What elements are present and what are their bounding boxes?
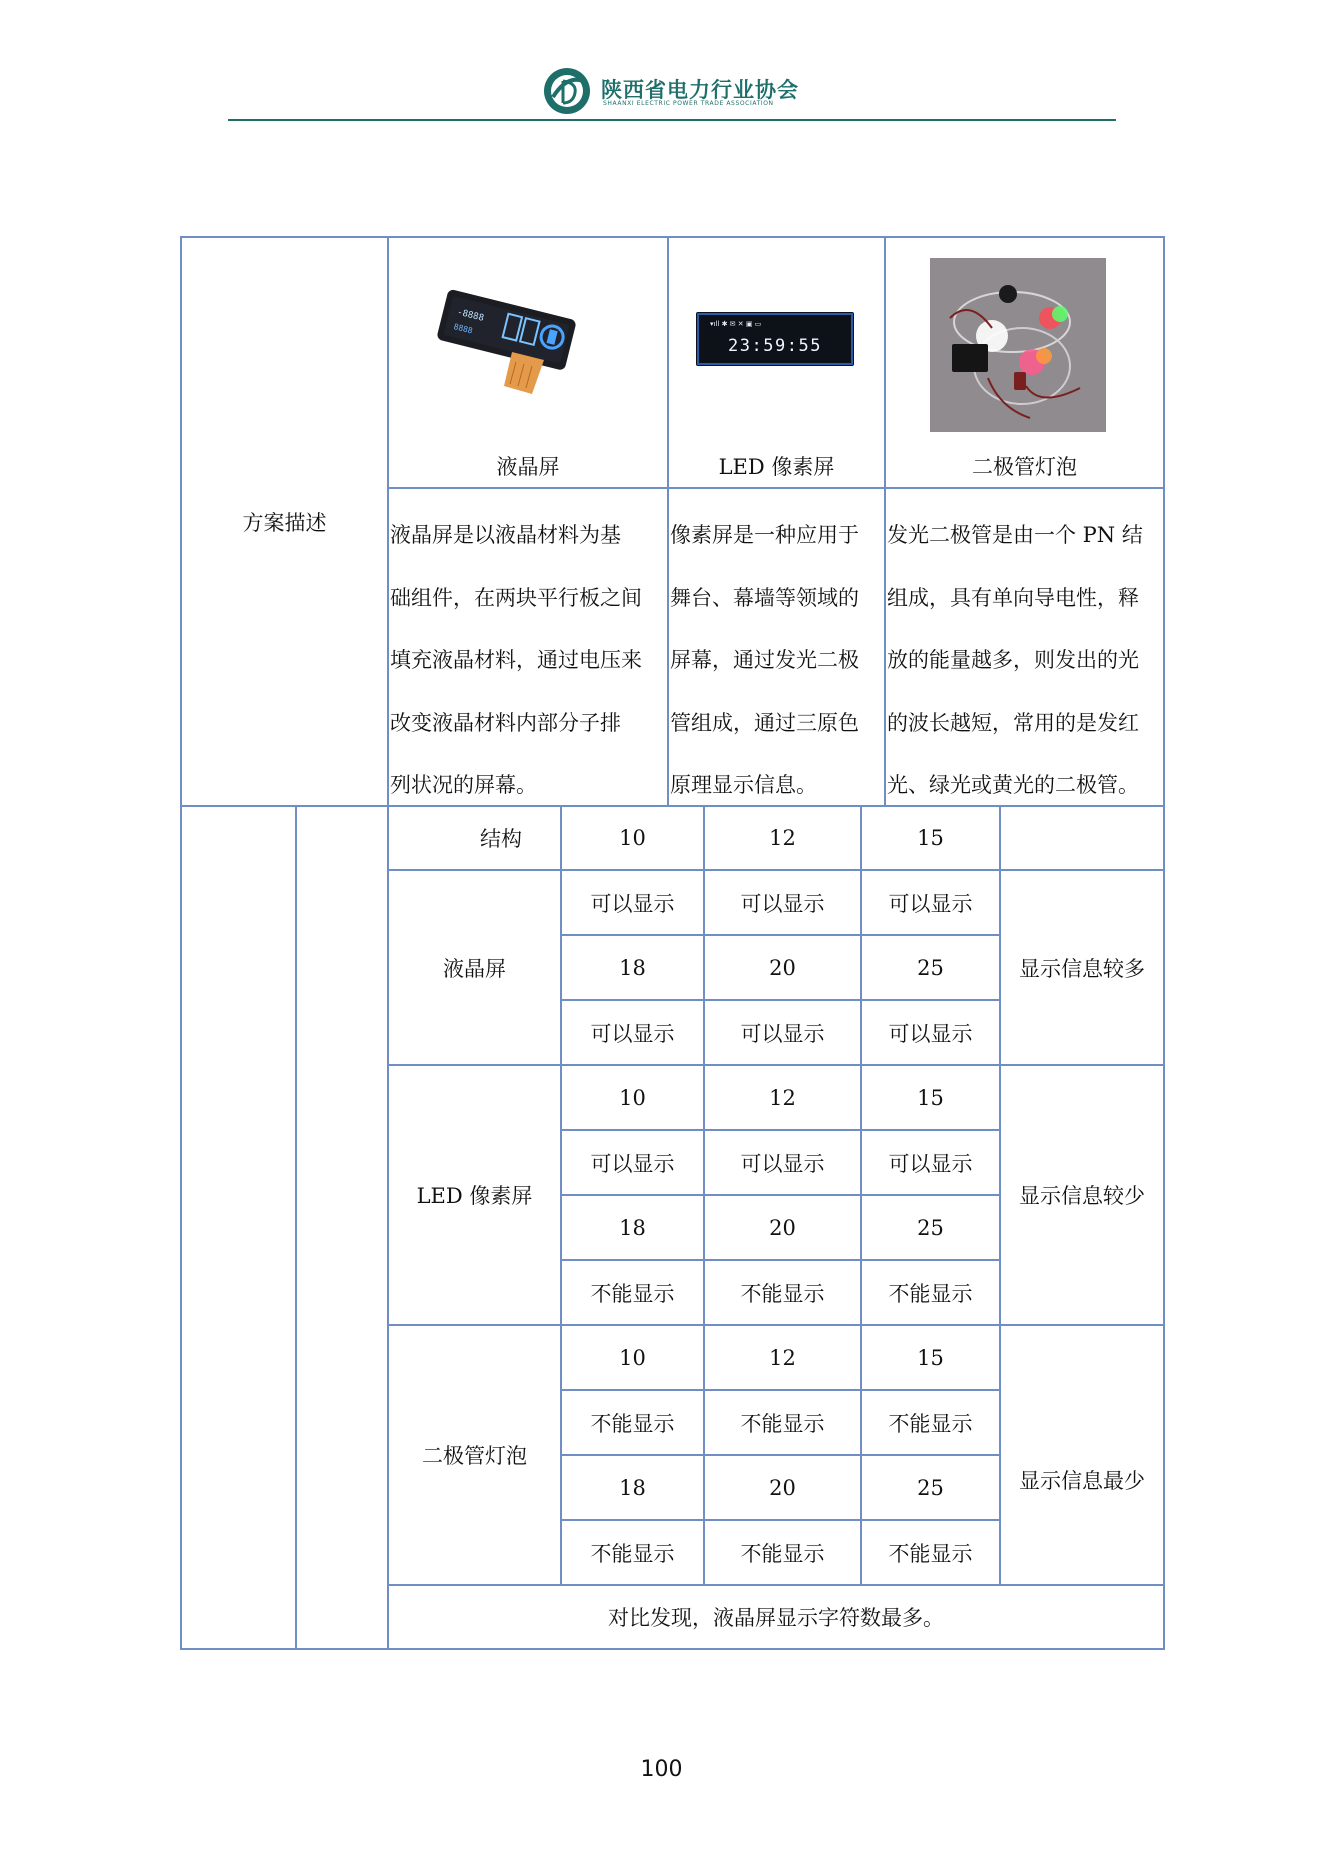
description-lcd: 液晶屏是以液晶材料为基 础组件，在两块平行板之间 填充液晶材料，通过电压来 改变液晶材料内部分子排 列状况的屏幕。 <box>390 523 642 797</box>
led-screen-time: 23:59:55 <box>728 336 822 356</box>
group-summary-led: 显示信息较少 <box>1019 1184 1145 1208</box>
svg-text:-8888: -8888 <box>456 307 485 324</box>
table-cell: 不能显示 <box>888 1411 973 1436</box>
description-led: 像素屏是一种应用于 舞台、幕墙等领域的 屏幕，通过发光二极 管组成，通过三原色 原理显示信息。 <box>670 523 859 797</box>
table-cell: 可以显示 <box>740 1021 825 1046</box>
table-cell: 可以显示 <box>590 1021 675 1046</box>
table-border-line <box>180 1648 1164 1650</box>
table-border-line <box>884 236 886 805</box>
table-cell: 20 <box>769 1475 796 1500</box>
diode-bulb-image <box>930 258 1106 432</box>
structure-label: 结构 <box>480 827 522 851</box>
lcd-screen-image <box>432 282 582 397</box>
table-cell: 18 <box>619 955 646 980</box>
table-cell: 10 <box>619 1345 646 1370</box>
group-name-lcd: 液晶屏 <box>443 956 506 981</box>
table-cell: 可以显示 <box>888 1151 973 1176</box>
table-cell: 可以显示 <box>740 891 825 916</box>
option-name-diode: 二极管灯泡 <box>972 455 1077 479</box>
table-border-line <box>387 487 1164 489</box>
org-name-english: SHAANXI ELECTRIC POWER TRADE ASSOCIATION <box>603 100 774 107</box>
table-cell: 不能显示 <box>590 1281 675 1306</box>
table-cell: 15 <box>917 1085 944 1110</box>
table-cell: 12 <box>769 1345 796 1370</box>
association-logo-icon <box>543 67 591 115</box>
svg-text:▾ıll ✱ ✉ ✕ ▣ ▭: ▾ıll ✱ ✉ ✕ ▣ ▭ <box>710 320 762 328</box>
svg-text:8888: 8888 <box>452 322 474 336</box>
table-cell: 18 <box>619 1475 646 1500</box>
table-border-line <box>667 236 669 805</box>
header-divider <box>228 119 1116 121</box>
table-cell: 15 <box>917 1345 944 1370</box>
option-name-led: LED 像素屏 <box>718 455 835 479</box>
led-pixel-screen-image <box>696 312 854 366</box>
page-header <box>0 0 1323 125</box>
table-cell: 25 <box>917 1475 944 1500</box>
table-cell: 20 <box>769 955 796 980</box>
table-cell: 不能显示 <box>740 1541 825 1566</box>
table-cell: 15 <box>917 826 944 850</box>
table-border-line <box>1163 236 1165 1650</box>
table-cell: 不能显示 <box>590 1541 675 1566</box>
org-name: 陕西省电力行业协会 <box>601 78 799 102</box>
table-cell: 10 <box>619 826 646 850</box>
group-name-led: LED 像素屏 <box>416 1184 533 1208</box>
table-cell: 不能显示 <box>740 1411 825 1436</box>
row-label-description: 方案描述 <box>242 510 327 535</box>
description-diode: 发光二极管是由一个 PN 结 组成，具有单向导电性，释 放的能量越多，则发出的光 的波长越短，常用的是发红 光、绿光或黄光的二极管。 <box>887 523 1143 797</box>
table-cell: 可以显示 <box>888 891 973 916</box>
group-summary-lcd: 显示信息较多 <box>1019 956 1145 981</box>
group-summary-diode: 显示信息最少 <box>1019 1469 1145 1493</box>
table-cell: 可以显示 <box>888 1021 973 1046</box>
table-cell: 18 <box>619 1215 646 1240</box>
table-cell: 25 <box>917 1215 944 1240</box>
page-number: 100 <box>640 1757 683 1782</box>
table-cell: 12 <box>769 826 796 850</box>
table-cell: 可以显示 <box>590 891 675 916</box>
table-cell: 20 <box>769 1215 796 1240</box>
table-cell: 不能显示 <box>888 1281 973 1306</box>
table-cell: 不能显示 <box>888 1541 973 1566</box>
option-name-lcd: 液晶屏 <box>496 455 560 479</box>
table-cell: 可以显示 <box>590 1151 675 1176</box>
table-border-line <box>295 805 297 1650</box>
table-cell: 12 <box>769 1085 796 1110</box>
table-cell: 不能显示 <box>590 1411 675 1436</box>
table-cell: 可以显示 <box>740 1151 825 1176</box>
table-cell: 不能显示 <box>740 1281 825 1306</box>
table-cell: 10 <box>619 1085 646 1110</box>
table-cell: 25 <box>917 955 944 980</box>
group-name-diode: 二极管灯泡 <box>422 1444 527 1468</box>
conclusion: 对比发现，液晶屏显示字符数最多。 <box>608 1606 944 1630</box>
